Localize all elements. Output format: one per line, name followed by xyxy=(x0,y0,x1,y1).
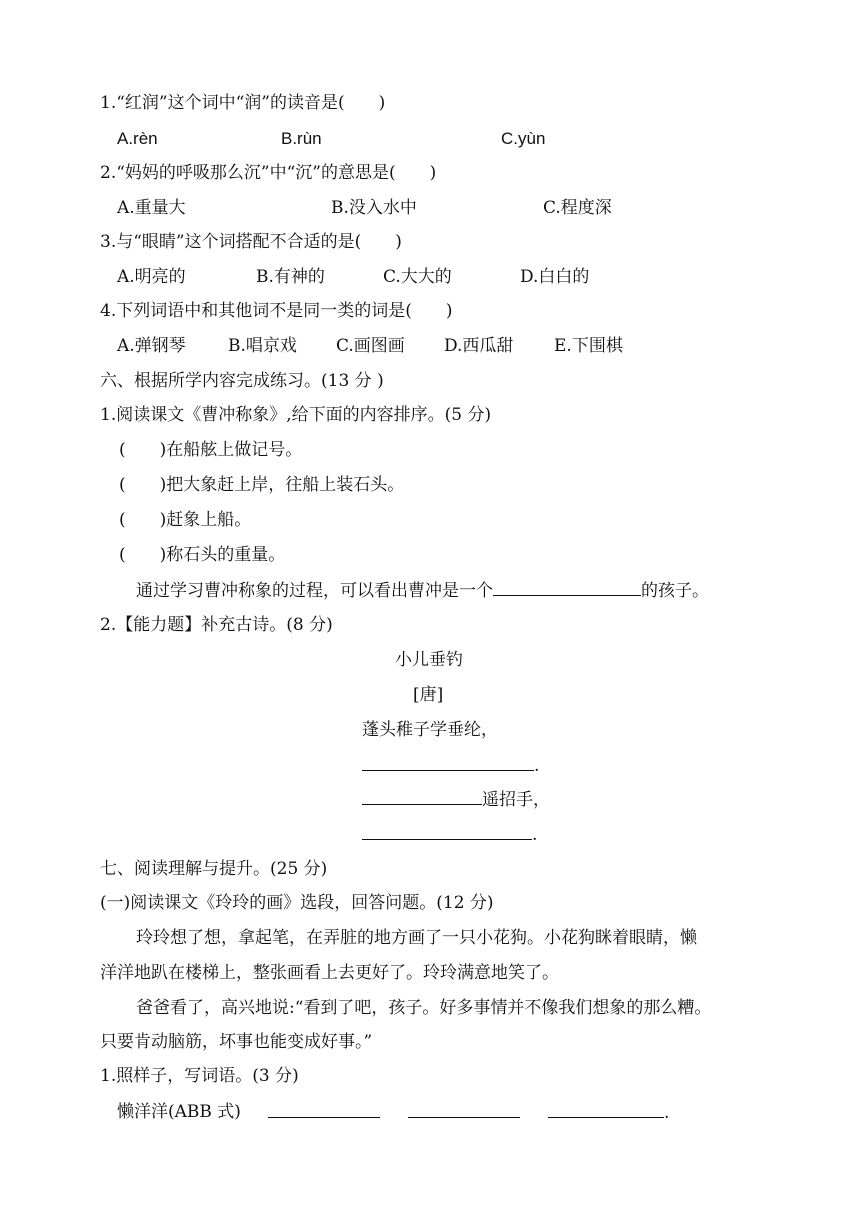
poem-blank-3[interactable] xyxy=(362,788,482,805)
fill-in-sentence xyxy=(136,579,709,602)
poem-line-3 xyxy=(362,788,550,811)
word-blank-2[interactable] xyxy=(408,1101,520,1118)
question-4-option-d: D.西瓜甜 xyxy=(444,336,514,356)
question-3-option-a: A.明亮的 xyxy=(117,267,186,287)
question-4-option-c: C.画图画 xyxy=(336,336,405,356)
poem-line-2-period: . xyxy=(534,756,540,776)
ordering-item-4: ( )称石头的重量。 xyxy=(119,545,286,565)
fill-in-before: 通过学习曹冲称象的过程，可以看出曹冲是一个 xyxy=(136,581,493,601)
question-4-option-b: B.唱京戏 xyxy=(228,336,297,356)
word-blank-3[interactable] xyxy=(548,1101,664,1118)
word-blanks-period: . xyxy=(664,1103,670,1123)
poem-dynasty: [唐] xyxy=(413,685,444,705)
poem-title: 小儿垂钓 xyxy=(395,650,463,670)
word-example: 懒洋洋(ABB 式) xyxy=(117,1102,241,1122)
question-3-option-c: C.大大的 xyxy=(383,267,452,287)
poem-blank-2[interactable] xyxy=(362,754,534,771)
ordering-item-3: ( )赶象上船。 xyxy=(119,510,252,530)
passage-paragraph-2-line-1: 爸爸看了，高兴地说:“看到了吧，孩子。好多事情并不像我们想象的那么糟。 xyxy=(136,998,712,1018)
poem-line-3-text: 遥招手， xyxy=(482,790,550,810)
poem-line-4-period: . xyxy=(532,825,538,845)
question-4-option-e: E.下围棋 xyxy=(554,336,623,356)
question-2-stem: 2.“妈妈的呼吸那么沉”中“沉”的意思是( ) xyxy=(100,163,437,183)
section-7-title: 七、阅读理解与提升。(25 分) xyxy=(100,859,328,879)
poem-line-2 xyxy=(362,754,539,777)
passage-paragraph-1-line-2: 洋洋地趴在楼梯上，整张画看上去更好了。玲玲满意地笑了。 xyxy=(100,963,559,983)
section-6-q1-stem: 1.阅读课文《曹冲称象》,给下面的内容排序。(5 分) xyxy=(100,405,492,425)
answer-blank[interactable] xyxy=(493,579,641,596)
question-1-stem: 1.“红润”这个词中“润”的读音是( ) xyxy=(100,93,386,113)
section-6-q2-stem: 2.【能力题】补充古诗。(8 分) xyxy=(100,615,333,635)
question-3-option-d: D.白白的 xyxy=(520,267,590,287)
question-2-option-a: A.重量大 xyxy=(117,198,186,218)
question-4-option-a: A.弹钢琴 xyxy=(117,336,186,356)
poem-blank-4[interactable] xyxy=(362,823,532,840)
section-6-title: 六、根据所学内容完成练习。(13 分 ) xyxy=(100,371,384,391)
passage-paragraph-2-line-2: 只要肯动脑筋，坏事也能变成好事。” xyxy=(100,1032,373,1052)
section-7-q1-stem: 1.照样子，写词语。(3 分) xyxy=(100,1066,299,1086)
question-1-option-a: A.rèn xyxy=(117,129,158,148)
word-blank-1[interactable] xyxy=(268,1101,380,1118)
ordering-item-1: ( )在船舷上做记号。 xyxy=(119,440,303,460)
poem-line-4 xyxy=(362,823,537,846)
question-1-option-b: B.rùn xyxy=(281,129,322,148)
question-1-option-c: C.yùn xyxy=(501,129,546,148)
ordering-item-2: ( )把大象赶上岸，往船上装石头。 xyxy=(119,475,405,495)
question-2-option-b: B.没入水中 xyxy=(331,198,417,218)
question-3-stem: 3.与“眼睛”这个词搭配不合适的是( ) xyxy=(100,232,402,252)
question-2-option-c: C.程度深 xyxy=(543,198,612,218)
poem-line-1: 蓬头稚子学垂纶， xyxy=(362,720,498,740)
fill-in-after: 的孩子。 xyxy=(641,581,709,601)
passage-paragraph-1-line-1: 玲玲想了想，拿起笔，在弄脏的地方画了一只小花狗。小花狗眯着眼睛，懒 xyxy=(136,928,697,948)
word-blanks xyxy=(268,1101,669,1124)
question-4-stem: 4.下列词语中和其他词不是同一类的词是( ) xyxy=(100,301,453,321)
section-7-sub1: (一)阅读课文《玲玲的画》选段，回答问题。(12 分) xyxy=(100,893,494,913)
question-3-option-b: B.有神的 xyxy=(256,267,325,287)
